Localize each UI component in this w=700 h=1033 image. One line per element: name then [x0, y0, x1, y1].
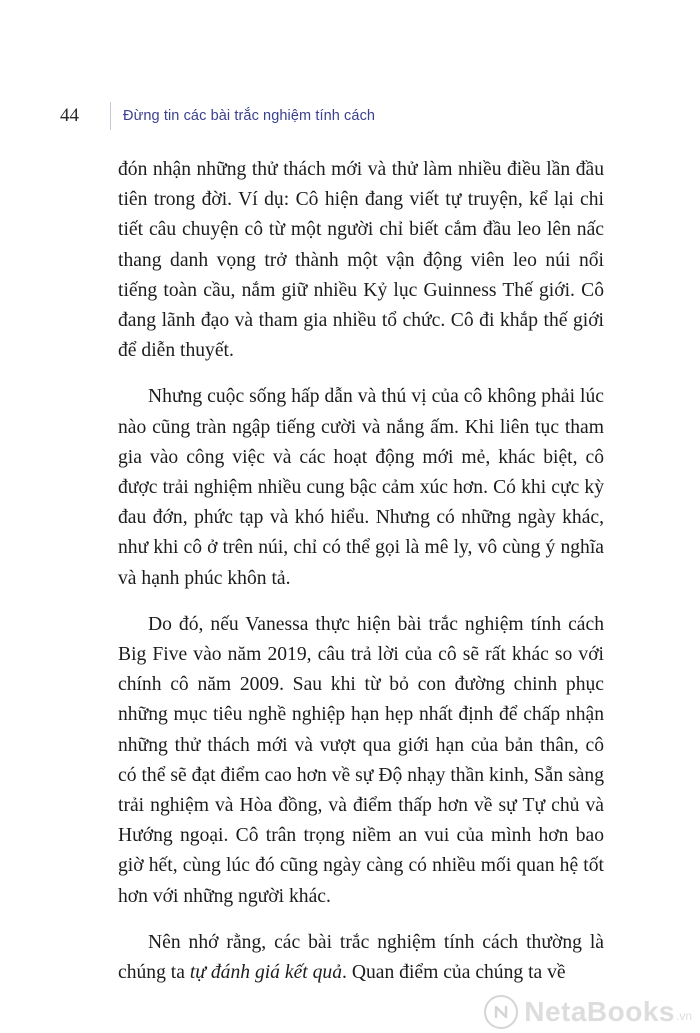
- paragraph-4: [118, 928, 604, 988]
- paragraph-2: Nhưng cuộc sống hấp dẫn và thú vị của cô không phải lúc nào cũng tràn ngập tiếng cười và nắng ấm. Khi liên tục tham gia vào công việc và các hoạt động mới mẻ, khác biệt, cô được trải nghiệm nhiều cung bậc cảm xúc hơn. Có khi cực kỳ đau đớn, phức tạp và khó hiểu. Nhưng có những ngày khác, như khi cô ở trên núi, chỉ có thể gọi là mê ly, vô cùng ý nghĩa và hạnh phúc khôn tả.: [118, 386, 604, 589]
- paragraph-4-italic: tự đánh giá kết quả: [189, 962, 343, 984]
- paragraph-4-end: . Quan điểm của chúng ta về: [342, 962, 566, 984]
- body-text: [118, 155, 604, 1004]
- netabooks-logo-icon: [484, 995, 518, 1029]
- running-title: Đừng tin các bài trắc nghiệm tính cách: [123, 108, 376, 124]
- paragraph-4-start: Nên nhớ rằng, các bài trắc nghiệm tính cách thường là chúng ta: [118, 931, 604, 984]
- header-divider: [110, 102, 111, 130]
- watermark-text: NetaBooks: [524, 996, 675, 1027]
- page-number: 44: [60, 105, 79, 126]
- watermark-suffix: .vn: [675, 1009, 692, 1023]
- paragraph-3: Do đó, nếu Vanessa thực hiện bài trắc nghiệm tính cách Big Five vào năm 2019, câu trả lời của cô sẽ rất khác so với chính cô năm 2009. Sau khi từ bỏ con đường chinh phục những mục tiêu nghề nghiệp hạn hẹp nhất định để chấp nhận những thử thách mới và vượt qua giới hạn của bản thân, cô có thể sẽ đạt điểm cao hơn về sự Độ nhạy thần kinh, Sẵn sàng trải nghiệm và Hòa đồng, và điểm thấp hơn về sự Tự chủ và Hướng ngoại. Cô trân trọng niềm an vui của mình hơn bao giờ hết, cùng lúc đó cũng ngày càng có nhiều mối quan hệ tốt hơn với những người khác.: [118, 613, 604, 907]
- page-header: [60, 98, 375, 134]
- paragraph-1: đón nhận những thử thách mới và thử làm nhiều điều lần đầu tiên trong đời. Ví dụ: Cô hiện đang viết tự truyện, kể lại chi tiết câu chuyện cô từ một người chỉ biết cắm đầu leo lên nấc thang danh vọng trở thành một vận động viên leo núi nổi tiếng toàn cầu, nắm giữ nhiều Kỷ lục Guinness Thế giới. Cô đang lãnh đạo và tham gia nhiều tổ chức. Cô đi khắp thế giới để diễn thuyết.: [118, 159, 604, 362]
- watermark: [484, 995, 692, 1029]
